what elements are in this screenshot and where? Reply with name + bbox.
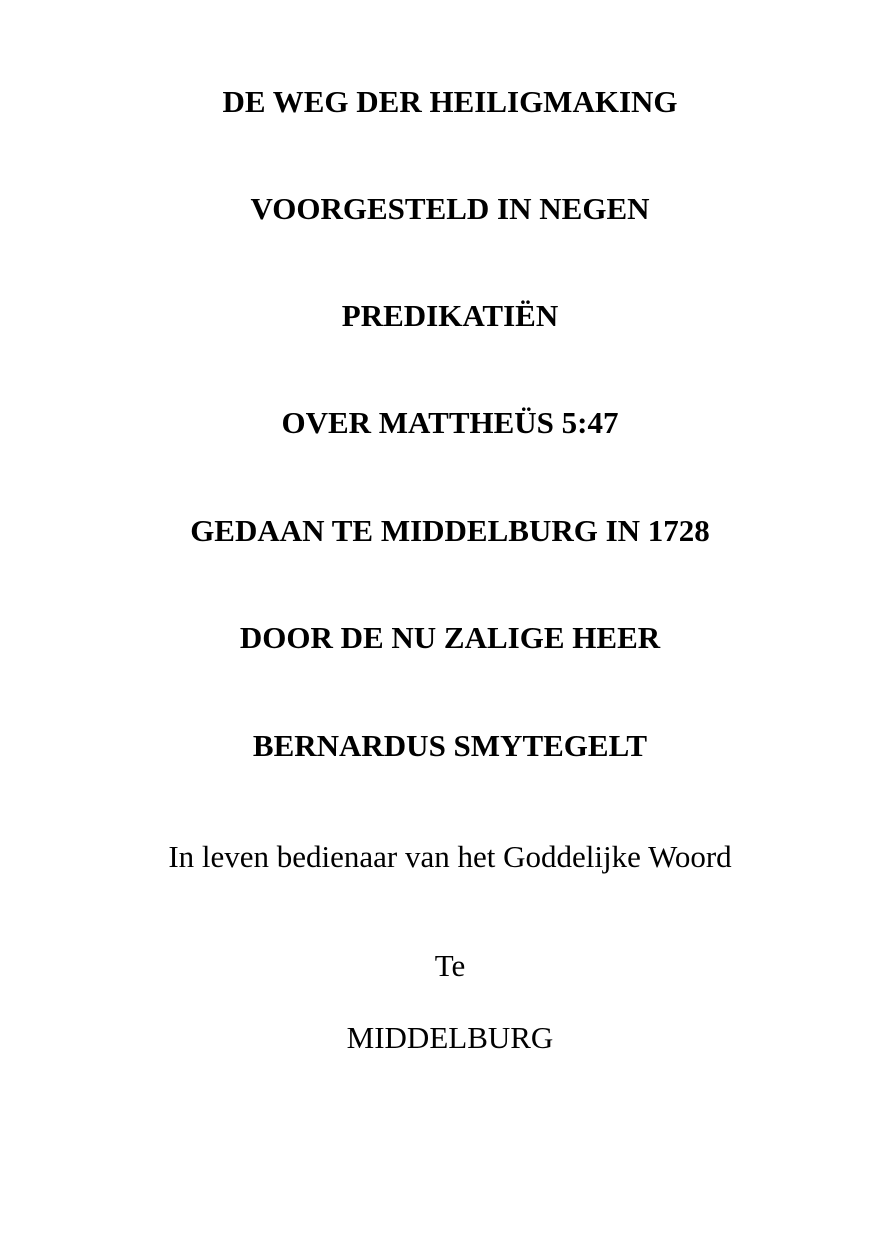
location-prefix: Te (434, 948, 466, 983)
subtitle-line-1: VOORGESTELD IN NEGEN (250, 191, 650, 226)
book-title: DE WEG DER HEILIGMAKING (222, 84, 678, 119)
location: MIDDELBURG (346, 1020, 554, 1055)
by-line: DOOR DE NU ZALIGE HEER (239, 620, 661, 655)
scripture-reference: OVER MATTHEÜS 5:47 (281, 405, 619, 440)
author-name: BERNARDUS SMYTEGELT (252, 728, 648, 763)
subtitle-line-2: PREDIKATIËN (341, 298, 559, 333)
place-and-year: GEDAAN TE MIDDELBURG IN 1728 (190, 513, 710, 548)
author-role: In leven bedienaar van het Goddelijke Woord (168, 839, 732, 874)
